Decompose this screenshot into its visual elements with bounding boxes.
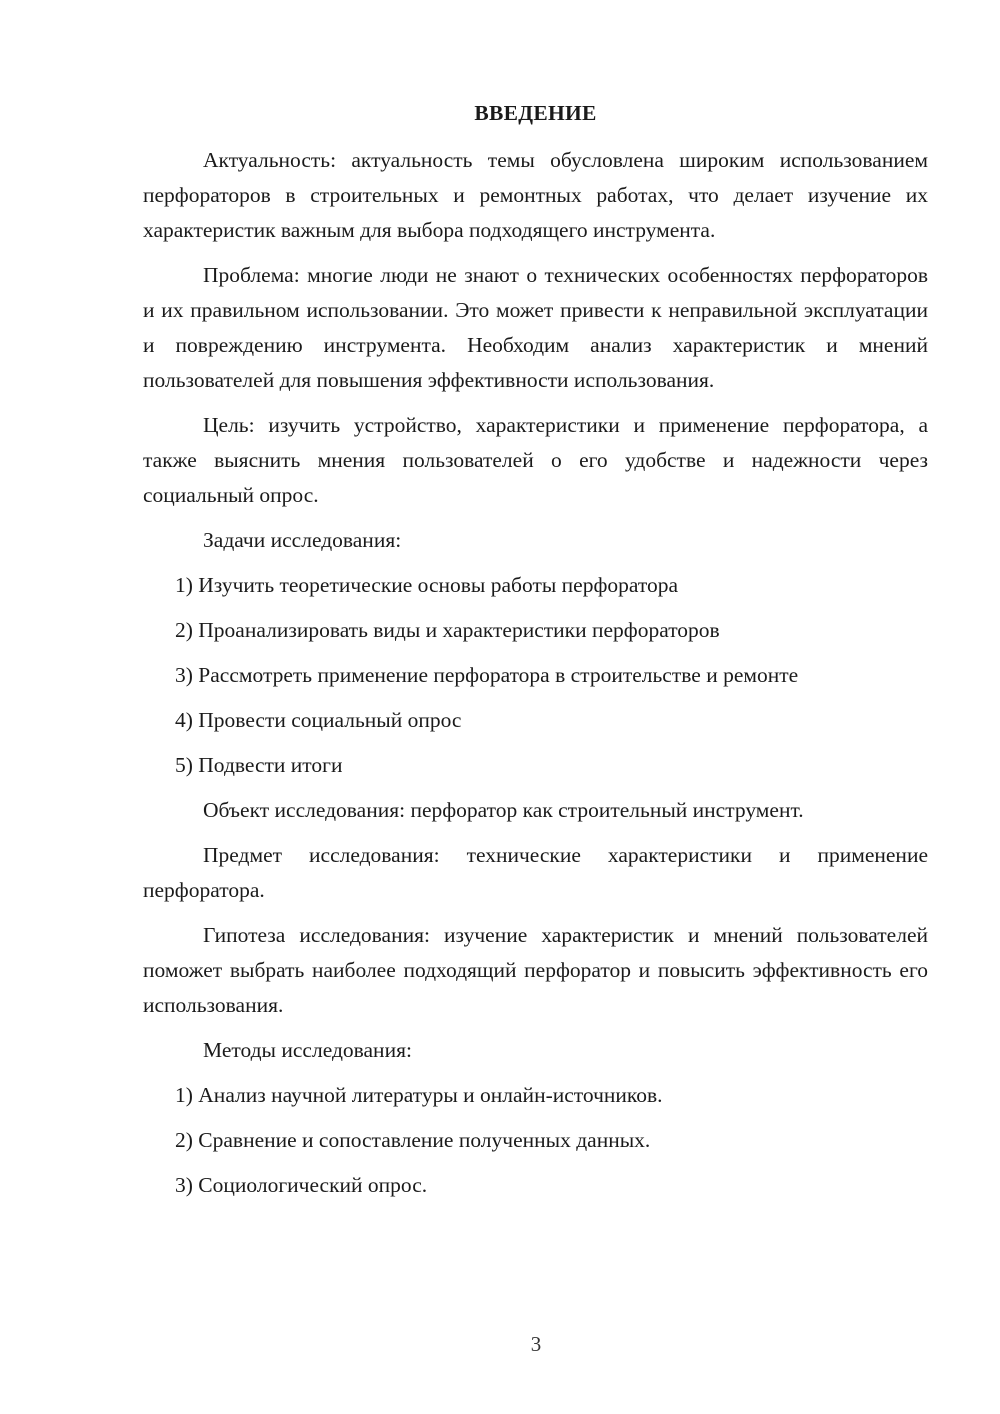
tasks-heading: Задачи исследования: <box>203 528 402 552</box>
hypothesis-paragraph: Гипотеза исследования: изучение характеристик и мнений пользователей поможет выбрать наиболее подходящий перфоратор и повысить эффективность его использования. <box>143 923 928 1017</box>
subject-paragraph: Предмет исследования: технические характеристики и применение перфоратора. <box>143 843 928 902</box>
methods-heading: Методы исследования: <box>203 1038 412 1062</box>
problem-paragraph: Проблема: многие люди не знают о технических особенностях перфораторов и их правильном использовании. Это может привести к неправильной эксплуатации и повреждению инструмента. Необходим анализ характеристик и мнений пользователей для повышения эффективности использования. <box>143 263 928 392</box>
relevance-paragraph: Актуальность: актуальность темы обусловлена широким использованием перфораторов в строительных и ремонтных работах, что делает изучение их характеристик важным для выбора подходящего инструмента. <box>143 148 928 242</box>
page-number: 3 <box>530 1332 542 1356</box>
list-item: 4) Провести социальный опрос <box>175 708 462 732</box>
goal-paragraph: Цель: изучить устройство, характеристики и применение перфоратора, а также выяснить мнения пользователей о его удобстве и надежности через социальный опрос. <box>143 413 928 507</box>
object-paragraph: Объект исследования: перфоратор как строительный инструмент. <box>203 798 804 822</box>
section-title: ВВЕДЕНИЕ <box>474 101 597 125</box>
list-item: 1) Анализ научной литературы и онлайн-источников. <box>175 1083 663 1107</box>
tasks-list <box>143 568 928 783</box>
methods-list <box>143 1078 928 1203</box>
list-item: 2) Проанализировать виды и характеристики перфораторов <box>175 618 720 642</box>
list-item: 3) Социологический опрос. <box>175 1173 428 1197</box>
list-item: 2) Сравнение и сопоставление полученных данных. <box>175 1128 651 1152</box>
list-item: 1) Изучить теоретические основы работы перфоратора <box>175 573 679 597</box>
page-content <box>143 96 928 1213</box>
list-item: 3) Рассмотреть применение перфоратора в строительстве и ремонте <box>175 663 799 687</box>
list-item: 5) Подвести итоги <box>175 753 343 777</box>
